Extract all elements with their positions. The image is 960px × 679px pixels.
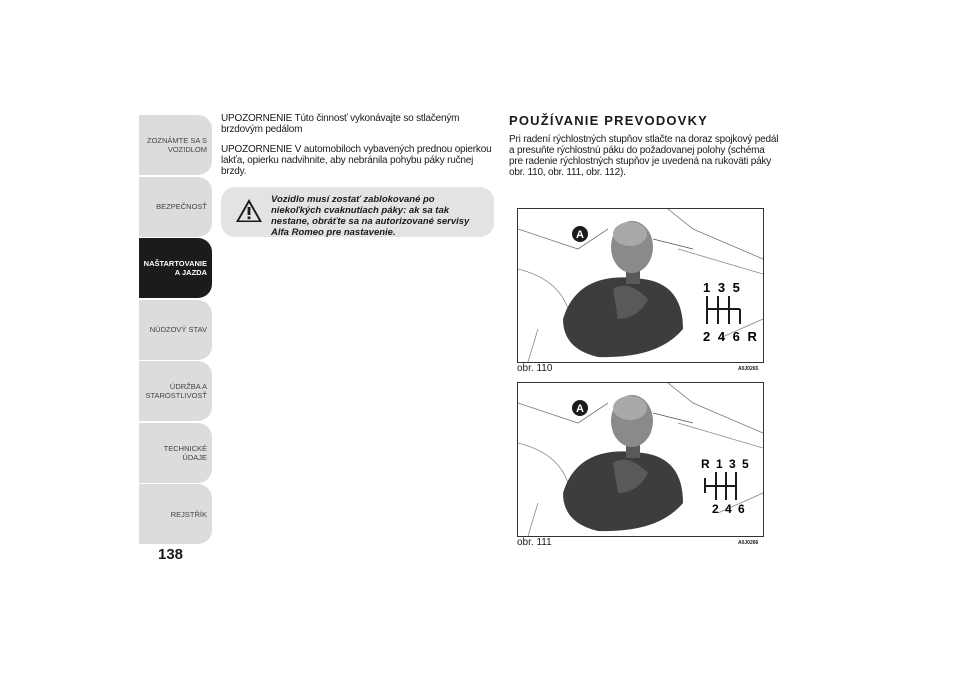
gear-bottom-row: 2 4 6 R	[703, 329, 759, 344]
page-number: 138	[158, 546, 184, 563]
tab-udrzba[interactable]: ÚDRŽBA A STAROSTLIVOSŤ	[139, 361, 212, 421]
figure-110	[517, 208, 764, 363]
tab-nastartovanie[interactable]: NAŠTARTOVANIE A JAZDA	[139, 238, 212, 298]
gear-top-row: R 1 3 5	[701, 457, 751, 471]
figure-code: A0J0266	[738, 540, 759, 546]
marker-a: A	[576, 229, 584, 241]
figure-caption: obr. 110	[517, 363, 553, 374]
tab-zoznamte-sa[interactable]: ZOZNÁMTE SA S VOZIDLOM	[139, 115, 212, 175]
figure-111	[517, 382, 764, 537]
shift-pattern-icon	[705, 472, 736, 500]
tab-rejstrik[interactable]: REJSTŘÍK	[139, 484, 212, 544]
chapter-sidebar	[139, 115, 212, 546]
right-column	[509, 113, 779, 178]
left-column	[221, 113, 496, 186]
warning-box	[221, 187, 494, 237]
section-body: Pri radení rýchlostných stupňov stlačte na doraz spojkový pedál a presuňte rýchlostnú páku do požadovanej polohy (schéma pre radenie rýchlostných stupňov je uvedená na rukoväti páky obr. 110, obr. 111, obr. 112).	[509, 134, 779, 178]
warning-text: Vozidlo musí zostať zablokované po niekoľkých cvaknutiach páky: ak sa tak nestane, obráťte sa na autorizované servisy Alfa Romeo pre nastavenie.	[271, 194, 470, 238]
figure-code: A0J0265	[738, 366, 759, 372]
tab-nudzovy-stav[interactable]: NÚDZOVÝ STAV	[139, 300, 212, 360]
warning-paragraph-2: UPOZORNENIE V automobiloch vybavených prednou opierkou lakťa, opierku nadvihnite, aby nebránila pohybu páky ručnej brzdy.	[221, 144, 492, 177]
gear-bottom-row: 2 4 6	[712, 502, 747, 516]
section-heading: POUŽÍVANIE PREVODOVKY	[509, 113, 709, 128]
gear-lever-illustration	[518, 209, 763, 362]
shift-pattern-icon	[707, 296, 740, 324]
gear-top-row: 1 3 5	[703, 280, 742, 295]
marker-a: A	[576, 403, 584, 415]
tab-bezpecnost[interactable]: BEZPEČNOSŤ	[139, 177, 212, 237]
warning-triangle-icon	[235, 198, 263, 223]
warning-paragraph-1: UPOZORNENIE Túto činnosť vykonávajte so stlačeným brzdovým pedálom	[221, 113, 460, 135]
tab-technicke-udaje[interactable]: TECHNICKÉ ÚDAJE	[139, 423, 212, 483]
figure-caption: obr. 111	[517, 537, 552, 548]
gear-lever-illustration	[518, 383, 763, 536]
